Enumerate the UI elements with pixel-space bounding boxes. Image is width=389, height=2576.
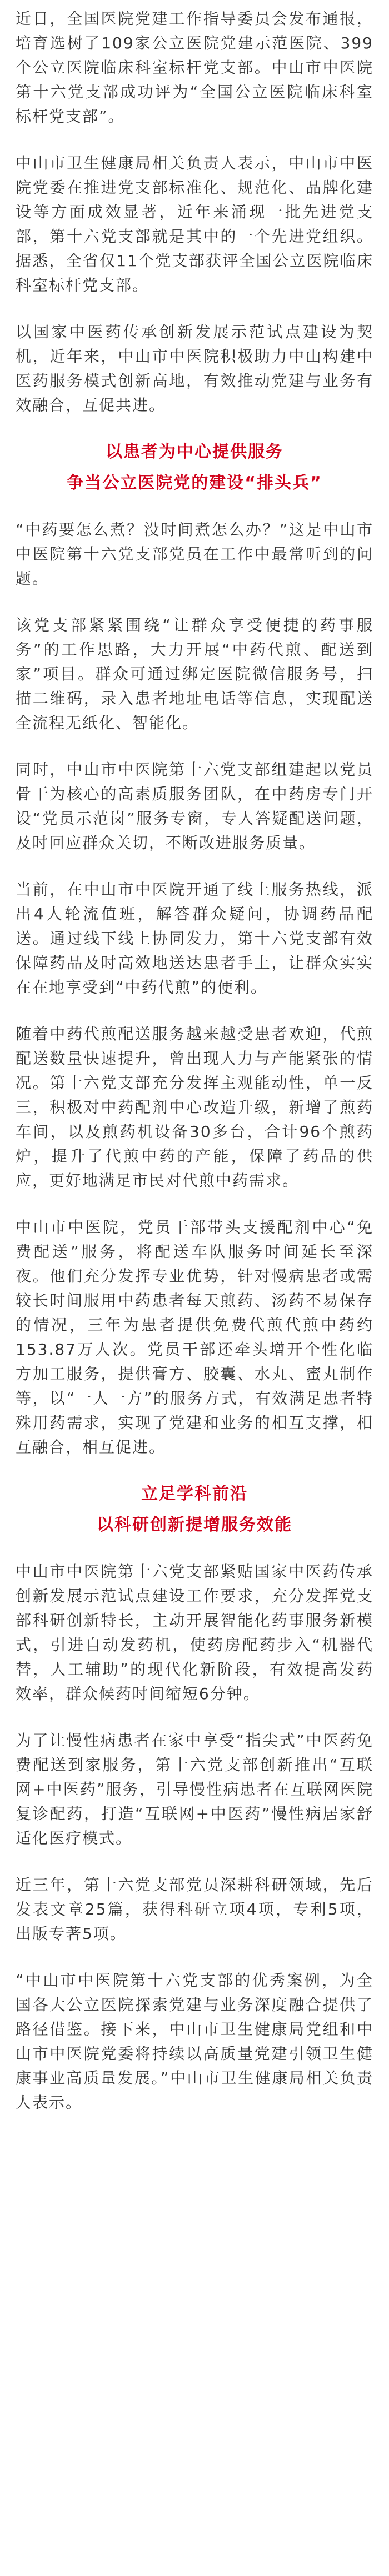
body-paragraph: 该党支部紧紧围绕“让群众享受便捷的药事服务”的工作思路，大力开展“中药代煎、配送到家”项目。群众可通过绑定医院微信服务号，扫描二维码，录入患者地址电话等信息，实现配送全流程无纸化、智能化。 <box>16 616 373 732</box>
body-paragraph: 中山市中医院第十六党支部紧贴国家中医药传承创新发展示范试点建设工作要求，充分发挥党支部科研创新特长，主动开展智能化药事服务新模式，引进自动发药机，使药房配药步入“机器代替，人工辅助”的现代化新阶段，有效提高发药效率，群众候药时间缩短6分钟。 <box>16 1562 373 1703</box>
section-heading: 以患者为中心提供服务 <box>106 442 283 462</box>
section-subheading: 以科研创新提增服务效能 <box>97 1515 292 1535</box>
intro-paragraph: 中山市卫生健康局相关负责人表示，中山市中医院党委在推进党支部标准化、规范化、品牌化建设等方面成效显著，近年来涌现一批先进党支部，第十六党支部就是其中的一个先进党组织。据悉，全省仅11个党支部获评全国公立医院临床科室标杆党支部。 <box>16 154 373 294</box>
body-paragraph: “中药要怎么煮？没时间煮怎么办？”这是中山市中医院第十六党支部党员在工作中最常听到的问题。 <box>16 520 373 588</box>
body-paragraph: “中山市中医院第十六党支部的优秀案例，为全国各大公立医院探索党建与业务深度融合提供了路径借鉴。接下来，中山市卫生健康局党组和中山市中医院党委将持续以高质量党建引领卫生健康事业高质量发展。”中山市卫生健康局相关负责人表示。 <box>16 1971 373 2112</box>
body-paragraph: 近三年，第十六党支部党员深耕科研领域，先后发表文章25篇，获得科研立项4项，专利5项，出版专著5项。 <box>16 1876 373 1943</box>
intro-paragraph: 以国家中医药传承创新发展示范试点建设为契机，近年来，中山市中医院积极助力中山构建中医药服务模式创新高地，有效推动党建与业务有效融合，互促共进。 <box>16 323 373 414</box>
body-paragraph: 为了让慢性病患者在家中享受“指尖式”中医药免费配送到家服务，第十六党支部创新推出“互联网+中医药”服务，引导慢性病患者在互联网医院复诊配药，打造“互联网+中医药”慢性病居家舒适化医疗模式。 <box>16 1731 373 1847</box>
body-paragraph: 当前，在中山市中医院开通了线上服务热线，派出4人轮流值班，解答群众疑问，协调药品配送。通过线下线上协同发力，第十六党支部有效保障药品及时高效地送达患者手上，让群众实实在在地享受到“中药代煎”的便利。 <box>16 880 373 996</box>
section-heading: 立足学科前沿 <box>141 1484 248 1503</box>
body-paragraph: 中山市中医院，党员干部带头支援配剂中心“免费配送”服务，将配送车队服务时间延长至深夜。他们充分发挥专业优势，针对慢病患者或需较长时间服用中药患者每天煎药、汤药不易保存的情况，三年为患者提供免费代煎代煎中药约153.87万人次。党员干部还牵头增开个性化临方加工服务，提供膏方、胶囊、水丸、蜜丸制作等，以“一人一方”的服务方式，有效满足患者特殊用药需求，实现了党建和业务的相互支撑，相互融合，相互促进。 <box>16 1218 373 1456</box>
section-subheading: 争当公立医院党的建设“排头兵” <box>67 473 322 493</box>
body-paragraph: 同时，中山市中医院第十六党支部组建起以党员骨干为核心的高素质服务团队，在中药房专门开设“党员示范岗”服务专窗，专人答疑配送问题，及时回应群众关切，不断改进服务质量。 <box>16 760 373 852</box>
body-paragraph: 随着中药代煎配送服务越来越受患者欢迎，代煎配送数量快速提升，曾出现人力与产能紧张的情况。第十六党支部充分发挥主观能动性，单一反三，积极对中药配剂中心改造升级，新增了煎药车间，以及煎药机设备30多台，合计96个煎药炉，提升了代煎中药的产能，保障了药品的供应，更好地满足市民对代煎中药需求。 <box>16 1025 373 1190</box>
intro-paragraph: 近日，全国医院党建工作指导委员会发布通报，培育选树了109家公立医院党建示范医院、399个公立医院临床科室标杆党支部。中山市中医院第十六党支部成功评为“全国公立医院临床科室标杆党支部”。 <box>16 9 373 126</box>
